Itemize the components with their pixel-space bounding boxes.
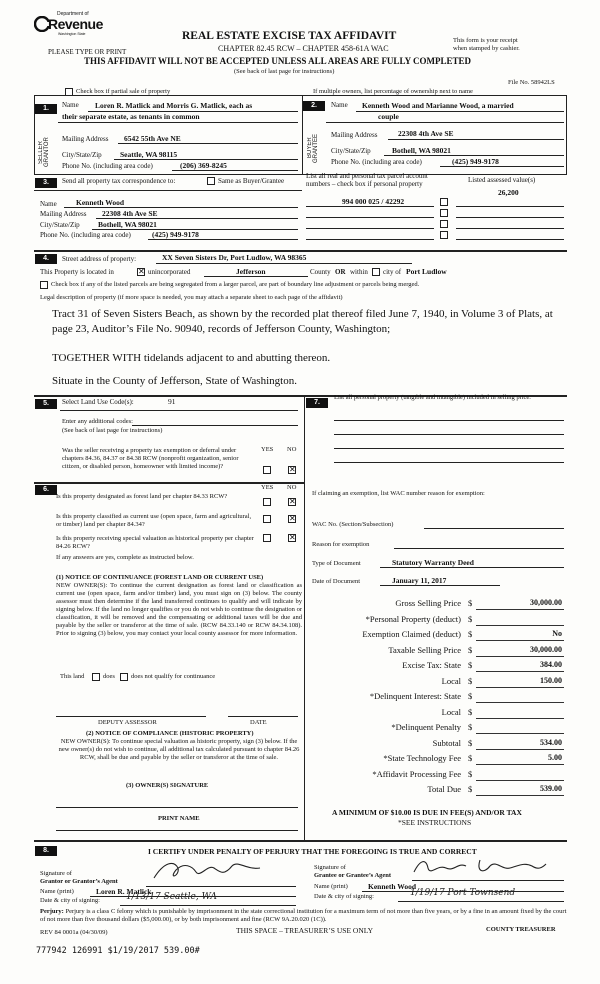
receipt-note-1: This form is your receipt	[453, 37, 518, 44]
city-name: Port Ludlow	[406, 267, 447, 276]
form-title: REAL ESTATE EXCISE TAX AFFIDAVIT	[182, 30, 397, 42]
section-4-number: 4.	[35, 254, 57, 264]
parcel-personal-checkbox-2[interactable]	[440, 209, 448, 217]
section-1-number: 1.	[35, 104, 57, 114]
logo-dept: Department of	[57, 11, 89, 17]
grantee-sig-label-1: Signature of	[314, 864, 346, 871]
seller-name-line-1: Loren R. Matlick and Morris G. Matlick, each as	[95, 101, 253, 110]
parcel-personal-checkbox-3[interactable]	[440, 220, 448, 228]
logo-name: Revenue	[48, 16, 103, 32]
section-6-number: 6.	[35, 485, 57, 495]
doc-date: January 11, 2017	[392, 576, 447, 585]
fee-row-label: Excise Tax: State	[402, 660, 461, 670]
grantee-sig-label-2: Grantee or Grantee’s Agent	[314, 872, 392, 879]
buyer-phone-label: Phone No. (including area code)	[331, 158, 422, 166]
does-qualify-checkbox[interactable]	[92, 673, 100, 681]
fee-row-label: Subtotal	[432, 737, 461, 748]
assessor-date-label: DATE	[250, 719, 267, 726]
city-of-label: city of	[383, 268, 402, 276]
grantee-name: Kenneth Wood	[368, 882, 416, 891]
corr-phone: (425) 949-9178	[152, 230, 199, 239]
fee-row-label: Taxable Selling Price	[388, 644, 461, 655]
doc-type: Statutory Warranty Deed	[392, 558, 474, 567]
fee-row-currency: $	[468, 613, 473, 624]
fee-row-underline	[476, 780, 564, 781]
exemption-reason-label: Reason for exemption	[312, 541, 370, 548]
corr-name-label: Name	[40, 200, 57, 208]
forest-no-checkbox[interactable]: ✕	[289, 497, 296, 506]
seller-phone-label: Phone No. (including area code)	[62, 162, 153, 170]
fee-row-label: *State Technology Fee	[383, 753, 461, 763]
doc-type-label: Type of Document	[312, 560, 361, 567]
grantor-date-label: Date & city of signing:	[40, 897, 100, 904]
buyer-city-label: City/State/Zip	[331, 147, 371, 155]
historic-yes-checkbox[interactable]	[263, 534, 271, 542]
fee-row-label: Local	[441, 706, 461, 717]
seller-name-line-2: their separate estate, as tenants in common	[62, 112, 200, 121]
land-use-label: Select Land Use Code(s):	[62, 398, 134, 406]
forest-land-question: Is this property designated as forest land per chapter 84.33 RCW?	[56, 493, 228, 500]
fee-row-value: 30,000.00	[530, 598, 562, 607]
current-use-yes-checkbox[interactable]	[263, 515, 271, 523]
buyer-phone: (425) 949-9178	[452, 157, 499, 166]
seller-phone: (206) 369-8245	[180, 161, 227, 170]
corr-address: 22308 4th Ave SE	[102, 209, 158, 218]
fee-table	[306, 598, 566, 798]
grantor-signature	[150, 856, 270, 884]
s6-yes: YES	[261, 484, 274, 491]
grantee-date-label: Date & city of signing:	[314, 893, 374, 900]
assessed-heading: Listed assessed value(s)	[468, 176, 536, 184]
segregated-checkbox[interactable]	[40, 281, 48, 289]
fee-row-underline	[476, 625, 564, 626]
segregated-label: Check box if any of the listed parcels are being segregated from a larger parcel, are part of boundary line adjustment or parcels being merged.	[51, 281, 420, 288]
does-not-qualify-checkbox[interactable]	[120, 673, 128, 681]
fee-row-underline	[476, 795, 564, 796]
fee-row-underline	[476, 656, 564, 657]
notice-1-title: (1) NOTICE OF CONTINUANCE (FOREST LAND OR CURRENT USE)	[56, 574, 264, 581]
see-instructions-note: *SEE INSTRUCTIONS	[398, 818, 472, 827]
section-8-number: 8.	[35, 846, 57, 856]
seller-address-label: Mailing Address	[62, 135, 109, 143]
see-back: (See back of last page for instructions)	[234, 68, 335, 75]
fee-row-label: Local	[441, 675, 461, 686]
logo-state: Washington State	[58, 32, 86, 36]
form-chapter: CHAPTER 82.45 RCW – CHAPTER 458-61A WAC	[218, 44, 389, 53]
fee-row-value: No	[552, 629, 562, 638]
file-number: File No. 58942LS	[508, 79, 555, 86]
deputy-assessor-label: DEPUTY ASSESSOR	[98, 719, 157, 726]
partial-sale-label: Check box if partial sale of property	[76, 88, 171, 95]
corr-address-label: Mailing Address	[40, 210, 87, 218]
treasurer-use-label: THIS SPACE – TREASURER’S USE ONLY	[236, 926, 373, 935]
corr-name: Kenneth Wood	[76, 198, 124, 207]
fee-row-value: 539.00	[540, 784, 562, 793]
fee-row-currency: $	[468, 784, 473, 794]
wac-number-label: WAC No. (Section/Subsection)	[312, 521, 394, 528]
grantor-sig-label-2: Grantor or Grantor’s Agent	[40, 878, 118, 885]
personal-property-label: List all personal property (tangible and intangible) included in selling price.	[334, 394, 531, 401]
grantor-name: Loren R. Matlick	[96, 887, 152, 896]
unincorporated-checkbox[interactable]: ✕	[138, 267, 145, 276]
legal-label: Legal description of property (if more space is needed, you may attach a separate sheet to each page of the affidavit)	[40, 294, 343, 301]
historic-question: Is this property receiving special valuation as historical property per chapter 84.26 RCW?	[56, 535, 254, 550]
fee-row-underline	[476, 687, 564, 688]
section-3-number: 3.	[35, 178, 57, 188]
fee-row-currency: $	[468, 737, 473, 748]
fee-row-label: *Personal Property (deduct)	[365, 613, 461, 624]
fee-row-underline	[476, 749, 564, 750]
forest-yes-checkbox[interactable]	[263, 498, 271, 506]
notice-1-body: NEW OWNER(S): To continue the current designation as forest land or classification as current use (open space, farm and/or timber) land, you must sign on (3) below. The county assessor must then determine if the land transferred continues to qualify and will indicate by signing below. If the land no longer qualifies or you do not wish to continue the designation or classification, it will be removed and the compensating or additional taxes will be due and payable by the seller or transferor at the time of sale. (RCW 84.33.140 or RCW 84.34.108). Prior to signing (3) below, you may contact your local county assessor for more information.	[56, 582, 302, 637]
legal-description-3: Situate in the County of Jefferson, State of Washington.	[52, 375, 297, 387]
section-7-number: 7.	[306, 398, 328, 408]
fee-row-currency: $	[468, 629, 473, 639]
s5-yes: YES	[261, 446, 274, 453]
receipt-note-2: when stamped by cashier.	[453, 45, 520, 52]
street-address: XX Seven Sisters Dr, Port Ludlow, WA 98365	[162, 253, 307, 262]
section-2-number: 2.	[303, 101, 325, 111]
within-label: within	[350, 268, 368, 276]
exemption-no-checkbox[interactable]: ✕	[289, 465, 296, 474]
fee-row-currency: $	[468, 675, 473, 686]
fee-row-value: 534.00	[540, 737, 562, 747]
type-or-print: PLEASE TYPE OR PRINT	[48, 48, 127, 56]
multiple-owners-note: If multiple owners, list percentage of ownership next to name	[313, 88, 473, 95]
minimum-due-note: A MINIMUM OF $10.00 IS DUE IN FEE(S) AND/OR TAX	[332, 808, 522, 817]
fee-row-underline	[476, 764, 564, 765]
fee-row-currency: $	[468, 660, 473, 670]
form-warning: THIS AFFIDAVIT WILL NOT BE ACCEPTED UNLESS ALL AREAS ARE FULLY COMPLETED	[84, 56, 472, 66]
revenue-logo	[34, 8, 103, 38]
fee-row-underline	[476, 609, 564, 610]
perjury-text: Perjury is a class C felony which is punishable by imprisonment in the state correctional institution for a maximum term of not more than five years, or by a fine in an amount fixed by the court of not more than five thousand dollars ($5,000.00), or by both imprisonment and fine (RCW 9A.20.020 (1C)).	[40, 908, 567, 923]
fee-row-label: Total Due	[427, 784, 461, 794]
cashier-stamp: 777942 126991 $1/19/2017 539.00#	[36, 946, 200, 956]
fee-row-value: 384.00	[540, 660, 562, 669]
or-label: OR	[335, 268, 346, 276]
parcel-number: 994 000 025 / 42292	[342, 197, 405, 206]
county-name: Jefferson	[236, 267, 266, 276]
fee-row-underline	[476, 640, 564, 641]
buyer-name-line-1: Kenneth Wood and Marianne Wood, a married	[362, 101, 514, 110]
buyer-name-line-2: couple	[378, 112, 399, 121]
if-yes-note: If any answers are yes, complete as instructed below.	[56, 554, 194, 561]
s5-no: NO	[287, 446, 297, 453]
fee-row-label: *Delinquent Interest: State	[369, 691, 461, 701]
fee-row-underline	[476, 718, 564, 719]
additional-codes-label: Enter any additional codes:	[62, 418, 133, 425]
see-back-instructions: (See back of last page for instructions)	[62, 427, 163, 434]
grantor-date-city: 1/13/17 Seattle, WA	[126, 892, 217, 902]
seller-city-label: City/State/Zip	[62, 151, 102, 159]
perjury-statement	[40, 908, 568, 924]
current-use-no-checkbox[interactable]: ✕	[289, 514, 296, 523]
fee-row-currency: $	[468, 768, 473, 779]
parcel-personal-checkbox-4[interactable]	[440, 231, 448, 239]
legal-description-2: TOGETHER WITH tidelands adjacent to and abutting thereon.	[52, 352, 331, 364]
historic-no-checkbox[interactable]: ✕	[289, 533, 296, 542]
fee-row-label: Gross Selling Price	[395, 598, 461, 608]
section-5-number: 5.	[35, 399, 57, 409]
doc-date-label: Date of Document	[312, 578, 361, 585]
parcel-heading-1: List all real and personal tax parcel account	[306, 172, 428, 180]
grantee-date-city: 1/19/17 Port Townsend	[410, 888, 516, 898]
rev-number: REV 84 0001a (04/30/09)	[40, 929, 108, 936]
notice-2-body: NEW OWNER(S): To continue special valuation as historic property, sign (3) below. If the new owner(s) do not wish to continue, all additional tax calculated pursuant to chapter 84.26 RCW, shall be due and payable by the seller or transferor at the time of sale.	[58, 738, 300, 761]
county-label: County	[310, 268, 331, 276]
grantor-name-label: Name (print)	[40, 888, 74, 895]
grantor-sig-label-1: Signature of	[40, 870, 72, 877]
fee-row-label: Exemption Claimed (deduct)	[362, 629, 461, 639]
this-land-label: This land	[60, 673, 85, 680]
owner-signature-label: (3) OWNER(S) SIGNATURE	[126, 782, 209, 789]
s6-no: NO	[287, 484, 297, 491]
fee-row-currency: $	[468, 691, 473, 701]
perjury-label: Perjury:	[40, 908, 64, 915]
fee-row-currency: $	[468, 644, 473, 655]
fee-row-currency: $	[468, 753, 473, 763]
correspondence-heading: Send all property tax correspondence to:	[62, 177, 176, 185]
fee-row-value: 150.00	[540, 675, 562, 685]
assessed-value: 26,200	[498, 188, 519, 197]
land-use-code: 91	[168, 397, 176, 406]
buyer-address: 22308 4th Ave SE	[398, 129, 454, 138]
located-in-label: This Property is located in	[40, 268, 114, 276]
certify-statement: I CERTIFY UNDER PENALTY OF PERJURY THAT THE FOREGOING IS TRUE AND CORRECT	[148, 847, 477, 856]
street-label: Street address of property:	[62, 255, 137, 263]
seller-side-label: SELLER GRANTOR	[38, 137, 50, 167]
print-name-label: PRINT NAME	[158, 815, 200, 822]
seller-address: 6542 55th Ave NE	[124, 134, 181, 143]
fee-row-currency: $	[468, 706, 473, 717]
fee-row-currency: $	[468, 722, 473, 732]
corr-city: Bothell, WA 98021	[98, 220, 157, 229]
seller-name-label: Name	[62, 101, 79, 109]
legal-description-1: Tract 31 of Seven Sisters Beach, as shown by the recorded plat thereof filed June 7, 1940, in Volume 3 of Plats, at page 23, Auditor’s File No. 90940, records of Jefferson County, Washington;	[52, 308, 553, 335]
corr-city-label: City/State/Zip	[40, 221, 80, 229]
same-as-buyer-label: Same as Buyer/Grantee	[218, 177, 285, 185]
does-label: does	[103, 673, 115, 680]
buyer-city: Bothell, WA 98021	[392, 146, 451, 155]
buyer-name-label: Name	[331, 101, 348, 109]
county-treasurer-label: COUNTY TREASURER	[486, 926, 556, 933]
fee-row-value: 5.00	[548, 753, 562, 762]
notice-2-title: (2) NOTICE OF COMPLIANCE (HISTORIC PROPERTY)	[86, 730, 254, 737]
buyer-side-label: BUYER GRANTEE	[307, 133, 319, 163]
current-use-question: Is this property classified as current use (open space, farm and agricultural, or timber) land per chapter 84.34?	[56, 513, 252, 528]
fee-row-label: *Affidavit Processing Fee	[372, 768, 461, 779]
corr-phone-label: Phone No. (including area code)	[40, 231, 131, 239]
does-not-label: does not qualify for continuance	[131, 673, 216, 680]
grantee-signature	[410, 854, 550, 880]
fee-row-underline	[476, 671, 564, 672]
buyer-address-label: Mailing Address	[331, 131, 378, 139]
fee-row-value: 30,000.00	[530, 644, 562, 654]
fee-row-underline	[476, 702, 564, 703]
exemption-wac-label: If claiming an exemption, list WAC number reason for exemption:	[312, 490, 485, 497]
exemption-question: Was the seller receiving a property tax exemption or deferral under chapters 84.36, 84.37 or 84.38 RCW (nonprofit organization, senior citizen, or disabled person, homeowner with limited income)?	[62, 447, 239, 470]
same-as-buyer-checkbox[interactable]	[207, 177, 215, 185]
fee-row-currency: $	[468, 598, 473, 608]
unincorporated-label: unincorporated	[148, 268, 191, 276]
fee-row-label: *Delinquent Penalty	[391, 722, 461, 732]
fee-row-underline	[476, 733, 564, 734]
seller-city: Seattle, WA 98115	[120, 150, 178, 159]
within-city-checkbox[interactable]	[372, 268, 380, 276]
grantee-name-label: Name (print)	[314, 883, 348, 890]
parcel-heading-2: numbers – check box if personal property	[306, 180, 423, 188]
exemption-yes-checkbox[interactable]	[263, 466, 271, 474]
parcel-personal-checkbox-1[interactable]	[440, 198, 448, 206]
